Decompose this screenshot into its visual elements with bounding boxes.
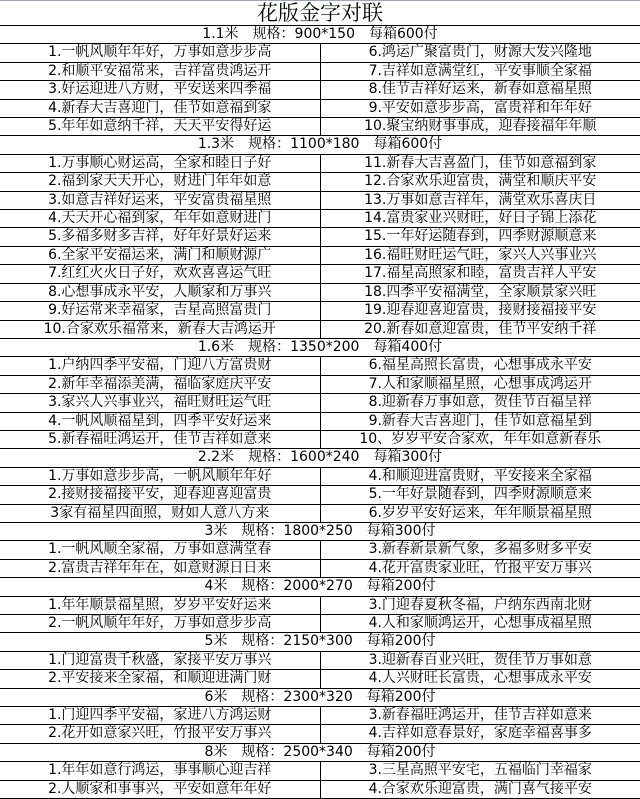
couplet-left-cell: 1.年年如意行鸿运，事事顺心迎吉祥 [0, 762, 320, 780]
couplet-right-cell: 4.人和家顺鸿运开，心想事成福星照 [320, 615, 640, 633]
couplet-left-cell: 1.门迎富贵千秋盛，家接平安万事兴 [0, 651, 320, 669]
couplet-right-cell: 4.合家欢乐迎富贵，满门喜气接平安 [320, 780, 640, 798]
couplet-right-cell: 18.四季平安福满堂，全家顺景家兴旺 [320, 283, 640, 301]
couplet-left-cell: 1.门迎四季平安福，家进八方鸿运财 [0, 707, 320, 725]
couplet-right-cell: 3.三星高照平安宅，五福临门幸福家 [320, 762, 640, 780]
couplet-right-cell: 9.新春大吉喜迎门，佳节如意福星到 [320, 412, 640, 430]
section-header-row [0, 578, 640, 596]
couplet-left-cell: 3.如意吉祥好运来，平安富贵福星照 [0, 191, 320, 209]
couplet-row [0, 246, 640, 264]
couplet-left-cell: 1.万事顺心财运高，全家和睦日子好 [0, 154, 320, 172]
couplet-row [0, 302, 640, 320]
couplet-right-cell: 7.人和家顺福星照，心想事成鸿运开 [320, 375, 640, 393]
couplet-row [0, 504, 640, 522]
couplet-right-cell: 10.聚宝纳财事事成，迎春接福年年顺 [320, 118, 640, 136]
couplet-row [0, 486, 640, 504]
couplet-row [0, 81, 640, 99]
couplet-row [0, 99, 640, 117]
couplet-row [0, 154, 640, 172]
couplet-right-cell: 3.迎新春百业兴旺，贺佳节万事如意 [320, 651, 640, 669]
couplet-right-cell: 16.福旺财旺运气旺，家兴人兴事业兴 [320, 246, 640, 264]
couplet-row [0, 394, 640, 412]
couplet-right-cell: 12.合家欢乐迎富贵，满堂和顺庆平安 [320, 173, 640, 191]
sheet-title: 花版金字对联 [0, 1, 640, 26]
couplet-row [0, 670, 640, 688]
couplet-right-cell: 5.一年好景随春到，四季财源顺意来 [320, 486, 640, 504]
section-header-row [0, 688, 640, 706]
couplet-row [0, 467, 640, 485]
couplet-right-cell: 4.花开富贵家业旺，竹报平安万事兴 [320, 559, 640, 577]
couplet-left-cell: 2.富贵吉祥年年在，如意财源日日来 [0, 559, 320, 577]
couplet-right-cell: 6.福星高照长富贵，心想事成永平安 [320, 357, 640, 375]
couplet-right-cell: 14.富贵家业兴财旺，好日子锦上添花 [320, 210, 640, 228]
couplet-left-cell: 1.一帆风顺年年好，万事如意步步高 [0, 44, 320, 62]
couplet-right-cell: 20.新春如意迎富贵，佳节平安纳千祥 [320, 320, 640, 338]
section-header-row [0, 338, 640, 356]
couplet-row [0, 430, 640, 448]
couplet-left-cell: 8.心想事成永平安，人顺家和万事兴 [0, 283, 320, 301]
couplet-row [0, 191, 640, 209]
section-header: 8米 规格：2500*340 每箱200付 [0, 743, 640, 761]
couplet-row [0, 559, 640, 577]
couplet-row [0, 725, 640, 743]
section-header-row [0, 136, 640, 154]
couplet-right-cell: 4.人兴财旺长富贵，心想事成永平安 [320, 670, 640, 688]
couplet-row [0, 357, 640, 375]
couplet-right-cell: 13.万事如意吉祥年，满堂欢乐喜庆日 [320, 191, 640, 209]
section-header: 1.3米 规格：1100*180 每箱600付 [0, 136, 640, 154]
couplet-right-cell: 17.福星高照家和睦，富贵吉祥人平安 [320, 265, 640, 283]
couplet-right-cell: 11.新春大吉喜盈门，佳节如意福到家 [320, 154, 640, 172]
couplet-right-cell: 19.迎春迎喜迎富贵，接财接福接平安 [320, 302, 640, 320]
couplet-left-cell: 10.合家欢乐福常来，新春大吉鸿运开 [0, 320, 320, 338]
couplet-right-cell: 7.吉祥如意满堂红，平安事顺全家福 [320, 62, 640, 80]
couplet-left-cell: 9.好运常来幸福家，吉星高照富贵门 [0, 302, 320, 320]
couplet-row [0, 210, 640, 228]
couplet-left-cell: 2.新年幸福添美满，福临家庭庆平安 [0, 375, 320, 393]
section-header-row [0, 449, 640, 467]
couplet-left-cell: 3家有福星四面照，财如人意八方来 [0, 504, 320, 522]
couplet-left-cell: 3.家兴人兴事业兴，福旺财旺运气旺 [0, 394, 320, 412]
couplet-row [0, 320, 640, 338]
couplet-left-cell: 1.一帆风顺全家福，万事如意满堂春 [0, 541, 320, 559]
couplet-left-cell: 2.福到家天天开心，财进门年年如意 [0, 173, 320, 191]
couplet-left-cell: 4.天天开心福到家，年年如意财进门 [0, 210, 320, 228]
section-header: 1.1米 规格：900*150 每箱600付 [0, 26, 640, 44]
couplet-left-cell: 4.新春大吉喜迎门，佳节如意福到家 [0, 99, 320, 117]
section-header: 4米 规格：2000*270 每箱200付 [0, 578, 640, 596]
couplet-left-cell: 2.花开如意家兴旺，竹报平安万事兴 [0, 725, 320, 743]
couplet-left-cell: 2.接财接福接平安，迎春迎喜迎富贵 [0, 486, 320, 504]
section-header-row [0, 633, 640, 651]
couplet-right-cell: 8.迎新春万事如意，贺佳节百福呈祥 [320, 394, 640, 412]
couplet-left-cell: 1.万事如意步步高，一帆风顺年年好 [0, 467, 320, 485]
section-header: 2.2米 规格：1600*240 每箱300付 [0, 449, 640, 467]
couplet-row [0, 615, 640, 633]
couplet-right-cell: 3.新春福旺鸿运开，佳节吉祥如意来 [320, 707, 640, 725]
couplet-row [0, 44, 640, 62]
couplet-left-cell: 6.全家平安福运来，满门和顺财源广 [0, 246, 320, 264]
couplet-right-cell: 8.佳节吉祥好运来，新春如意福星照 [320, 81, 640, 99]
section-header: 3米 规格：1800*250 每箱300付 [0, 522, 640, 540]
couplet-row [0, 228, 640, 246]
couplet-row [0, 596, 640, 614]
couplet-left-cell: 1.年年顺景福星照，岁岁平安好运来 [0, 596, 320, 614]
couplet-row [0, 651, 640, 669]
couplet-left-cell: 2.一帆风顺年年好，万事如意步步高 [0, 615, 320, 633]
couplet-left-cell: 7.红红火火日子好，欢欢喜喜运气旺 [0, 265, 320, 283]
couplet-left-cell: 2.和顺平安福常来，吉祥富贵鸿运开 [0, 62, 320, 80]
couplet-right-cell: 6.鸿运广聚富贵门，财源大发兴隆地 [320, 44, 640, 62]
couplet-left-cell: 5.多福多财多吉祥，好年好景好运来 [0, 228, 320, 246]
couplet-row [0, 762, 640, 780]
section-header-row [0, 522, 640, 540]
couplet-row [0, 62, 640, 80]
couplet-row [0, 118, 640, 136]
couplet-left-cell: 5.年年如意纳千祥，天天平安得好运 [0, 118, 320, 136]
couplet-right-cell: 4.吉祥如意春景好，家庭幸福喜事多 [320, 725, 640, 743]
couplet-row [0, 707, 640, 725]
couplet-row [0, 173, 640, 191]
section-header: 1.6米 规格：1350*200 每箱400付 [0, 338, 640, 356]
couplet-row [0, 375, 640, 393]
couplet-row [0, 283, 640, 301]
section-header-row [0, 743, 640, 761]
section-header-row [0, 26, 640, 44]
couplet-left-cell: 1.户纳四季平安福，门迎八方富贵财 [0, 357, 320, 375]
couplet-right-cell: 10、岁岁平安合家欢，年年如意新春乐 [320, 430, 640, 448]
couplet-row [0, 541, 640, 559]
couplet-right-cell: 9.平安如意步步高，富贵祥和年年好 [320, 99, 640, 117]
couplet-right-cell: 3.新春新景新气象，多福多财多平安 [320, 541, 640, 559]
couplet-row [0, 780, 640, 798]
couplet-row [0, 265, 640, 283]
couplet-left-cell: 2.人顺家和事事兴，平安如意年年好 [0, 780, 320, 798]
couplet-right-cell: 4.和顺迎进富贵财，平安接来全家福 [320, 467, 640, 485]
couplet-left-cell: 4.一帆风顺福星到，四季平安好运来 [0, 412, 320, 430]
couplet-right-cell: 6.岁岁平安好运来，年年顺景福星照 [320, 504, 640, 522]
couplet-left-cell: 3.好运迎进八方财，平安送来四季福 [0, 81, 320, 99]
section-header: 6米 规格：2300*320 每箱200付 [0, 688, 640, 706]
couplet-row [0, 412, 640, 430]
couplet-left-cell: 5.新春福旺鸿运开，佳节吉祥如意来 [0, 430, 320, 448]
section-header: 5米 规格：2150*300 每箱200付 [0, 633, 640, 651]
couplet-right-cell: 3.门迎春夏秋冬福，户纳东西南北财 [320, 596, 640, 614]
couplet-right-cell: 15.一年好运随春到，四季财源顺意来 [320, 228, 640, 246]
couplet-left-cell: 2.平安接来全家福，和顺迎进满门财 [0, 670, 320, 688]
